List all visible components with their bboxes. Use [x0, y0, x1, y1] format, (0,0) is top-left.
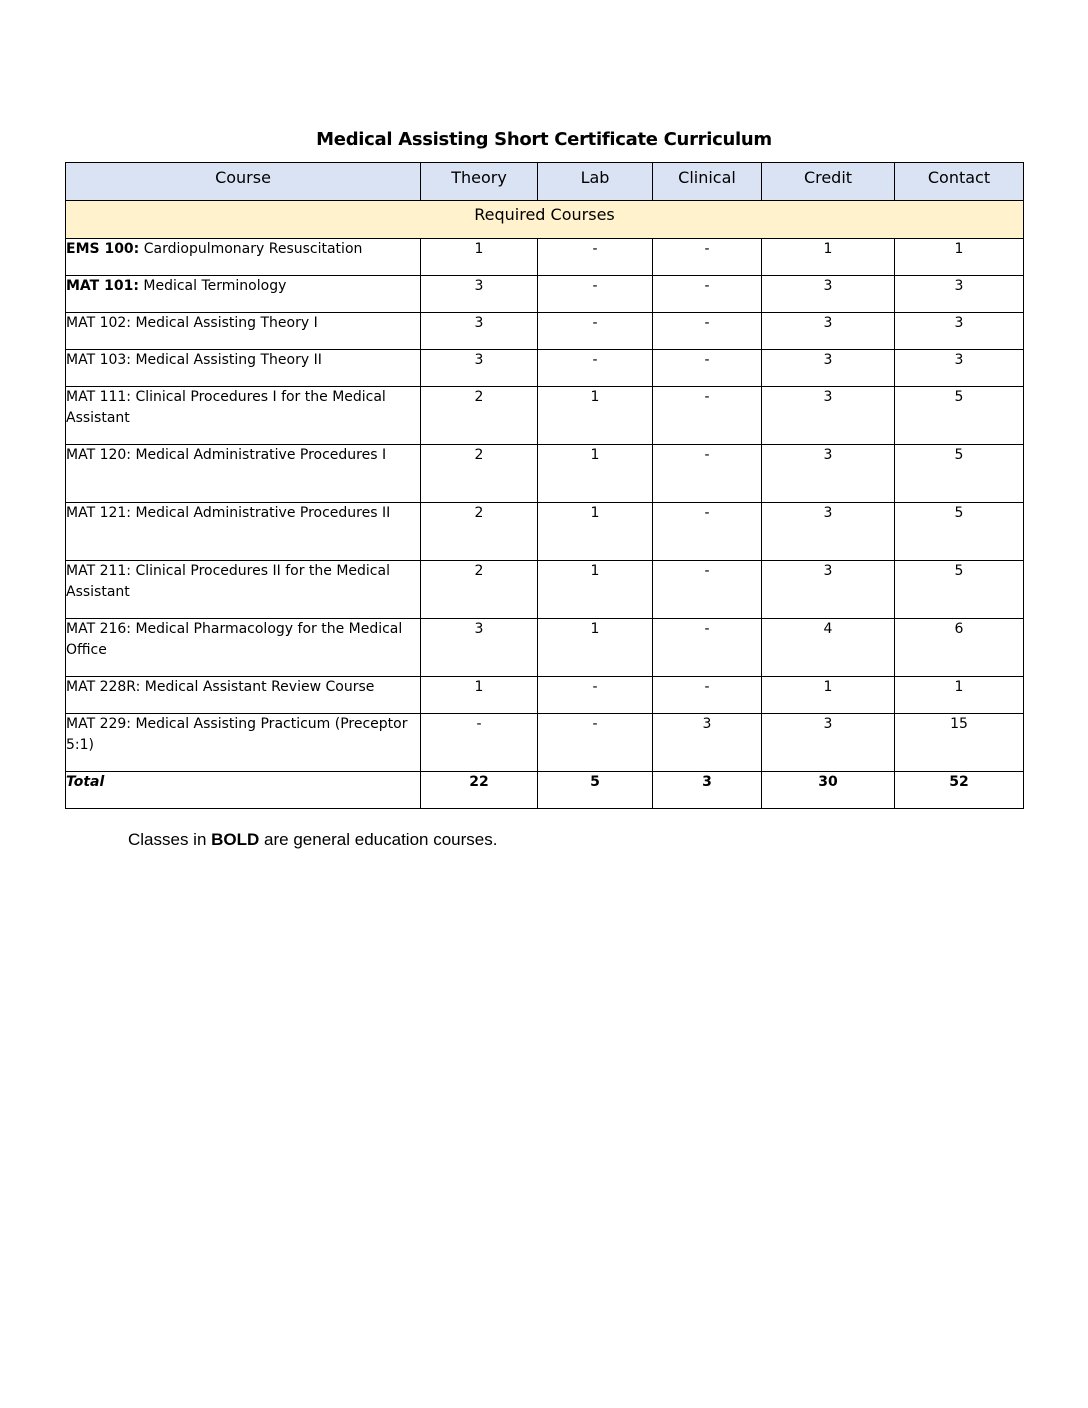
course-name: Clinical Procedures I for the Medical Assistant	[66, 389, 386, 426]
course-cell	[66, 714, 421, 772]
contact-cell: 6	[895, 619, 1024, 677]
header-contact: Contact	[895, 163, 1024, 201]
course-code: MAT 216:	[66, 621, 132, 637]
credit-cell: 3	[762, 714, 895, 772]
course-name: Medical Assistant Review Course	[140, 679, 375, 695]
lab-cell: -	[538, 239, 653, 276]
clinical-cell: -	[653, 503, 762, 561]
course-code: MAT 111:	[66, 389, 132, 405]
clinical-cell: -	[653, 445, 762, 503]
course-code: EMS 100:	[66, 241, 140, 257]
lab-cell: -	[538, 350, 653, 387]
contact-cell: 15	[895, 714, 1024, 772]
section-row	[66, 201, 1024, 239]
theory-cell: 1	[421, 677, 538, 714]
course-cell	[66, 445, 421, 503]
course-name: Clinical Procedures II for the Medical Assistant	[66, 563, 390, 600]
total-label: Total	[66, 772, 421, 809]
header-course: Course	[66, 163, 421, 201]
footnote-suffix: are general education courses.	[259, 830, 498, 849]
clinical-cell: -	[653, 239, 762, 276]
table-row	[66, 677, 1024, 714]
lab-cell: -	[538, 677, 653, 714]
credit-cell: 3	[762, 445, 895, 503]
clinical-cell: -	[653, 387, 762, 445]
table-row	[66, 619, 1024, 677]
contact-cell: 5	[895, 503, 1024, 561]
credit-cell: 3	[762, 276, 895, 313]
theory-cell: 3	[421, 276, 538, 313]
clinical-cell: -	[653, 561, 762, 619]
total-lab: 5	[538, 772, 653, 809]
table-row	[66, 350, 1024, 387]
theory-cell: 2	[421, 561, 538, 619]
credit-cell: 3	[762, 503, 895, 561]
total-credit: 30	[762, 772, 895, 809]
theory-cell: 1	[421, 239, 538, 276]
course-name: Medical Terminology	[138, 278, 287, 294]
table-row	[66, 387, 1024, 445]
contact-cell: 3	[895, 350, 1024, 387]
course-name: Medical Assisting Theory I	[131, 315, 318, 331]
credit-cell: 1	[762, 239, 895, 276]
footnote-prefix: Classes in	[128, 830, 212, 849]
page-title: Medical Assisting Short Certificate Curriculum	[316, 129, 772, 150]
contact-cell: 5	[895, 387, 1024, 445]
clinical-cell: -	[653, 619, 762, 677]
lab-cell: 1	[538, 387, 653, 445]
total-contact: 52	[895, 772, 1024, 809]
course-code: MAT 211:	[66, 563, 132, 579]
theory-cell: -	[421, 714, 538, 772]
contact-cell: 1	[895, 677, 1024, 714]
table-row	[66, 445, 1024, 503]
clinical-cell: -	[653, 276, 762, 313]
course-cell	[66, 239, 421, 276]
lab-cell: 1	[538, 503, 653, 561]
table-row	[66, 714, 1024, 772]
contact-cell: 1	[895, 239, 1024, 276]
clinical-cell: 3	[653, 714, 762, 772]
theory-cell: 3	[421, 619, 538, 677]
header-credit: Credit	[762, 163, 895, 201]
theory-cell: 3	[421, 350, 538, 387]
table-row	[66, 313, 1024, 350]
course-code: MAT 121:	[66, 505, 132, 521]
contact-cell: 5	[895, 445, 1024, 503]
course-name: Medical Administrative Procedures II	[131, 505, 391, 521]
credit-cell: 3	[762, 350, 895, 387]
course-cell	[66, 313, 421, 350]
table-row	[66, 276, 1024, 313]
total-theory: 22	[421, 772, 538, 809]
clinical-cell: -	[653, 313, 762, 350]
course-name: Medical Pharmacology for the Medical Office	[66, 621, 403, 658]
lab-cell: -	[538, 276, 653, 313]
theory-cell: 3	[421, 313, 538, 350]
course-code: MAT 101:	[66, 278, 139, 294]
curriculum-table	[65, 162, 1024, 809]
footnote	[128, 830, 497, 850]
credit-cell: 3	[762, 387, 895, 445]
total-clinical: 3	[653, 772, 762, 809]
course-code: MAT 120:	[66, 447, 132, 463]
course-cell	[66, 503, 421, 561]
total-row	[66, 772, 1024, 809]
clinical-cell: -	[653, 677, 762, 714]
theory-cell: 2	[421, 387, 538, 445]
course-cell	[66, 387, 421, 445]
course-cell	[66, 677, 421, 714]
course-code: MAT 229:	[66, 716, 132, 732]
table-row	[66, 561, 1024, 619]
credit-cell: 4	[762, 619, 895, 677]
course-code: MAT 103:	[66, 352, 132, 368]
course-name: Medical Administrative Procedures I	[131, 447, 387, 463]
theory-cell: 2	[421, 445, 538, 503]
theory-cell: 2	[421, 503, 538, 561]
contact-cell: 3	[895, 313, 1024, 350]
course-cell	[66, 350, 421, 387]
course-name: Medical Assisting Practicum (Preceptor 5:1)	[66, 716, 408, 753]
header-theory: Theory	[421, 163, 538, 201]
credit-cell: 3	[762, 561, 895, 619]
credit-cell: 3	[762, 313, 895, 350]
lab-cell: 1	[538, 445, 653, 503]
footnote-bold: BOLD	[211, 830, 260, 849]
section-label: Required Courses	[66, 201, 1024, 239]
clinical-cell: -	[653, 350, 762, 387]
table-header-row	[66, 163, 1024, 201]
lab-cell: -	[538, 714, 653, 772]
lab-cell: 1	[538, 561, 653, 619]
lab-cell: 1	[538, 619, 653, 677]
lab-cell: -	[538, 313, 653, 350]
course-cell	[66, 619, 421, 677]
header-lab: Lab	[538, 163, 653, 201]
course-name: Medical Assisting Theory II	[131, 352, 322, 368]
table-row	[66, 239, 1024, 276]
course-code: MAT 102:	[66, 315, 132, 331]
table-row	[66, 503, 1024, 561]
contact-cell: 5	[895, 561, 1024, 619]
credit-cell: 1	[762, 677, 895, 714]
course-cell	[66, 561, 421, 619]
course-cell	[66, 276, 421, 313]
course-name: Cardiopulmonary Resuscitation	[139, 241, 363, 257]
header-clinical: Clinical	[653, 163, 762, 201]
course-code: MAT 228R:	[66, 679, 141, 695]
contact-cell: 3	[895, 276, 1024, 313]
